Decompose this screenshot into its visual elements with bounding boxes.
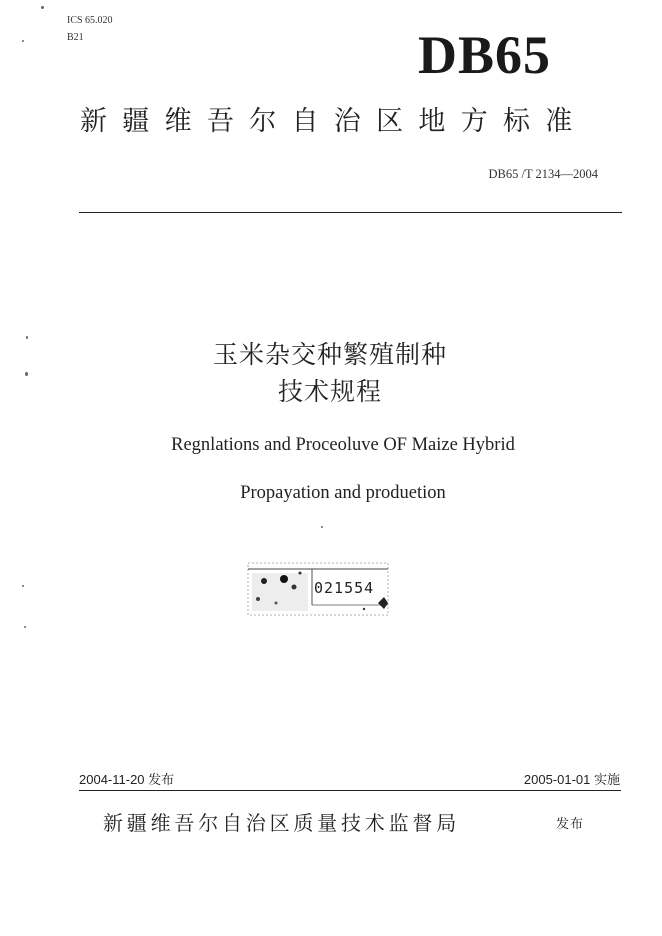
document-title-zh-line1: 玉米杂交种繁殖制种: [212, 340, 447, 369]
scan-speck: [22, 40, 24, 42]
scan-speck: [321, 526, 323, 528]
classification-code: B21: [67, 32, 84, 43]
publisher-suffix: 发布: [556, 817, 585, 832]
ics-code: ICS 65.020: [67, 15, 113, 26]
scan-speck: [25, 372, 28, 376]
scan-speck: [22, 585, 24, 587]
scan-speck: [41, 6, 44, 9]
standard-logo: DB65: [418, 25, 552, 85]
issue-date: 2004-11-20 发布: [79, 772, 175, 787]
publisher-name: 新疆维吾尔自治区质量技术监督局: [103, 811, 460, 835]
scan-speck: [26, 336, 28, 339]
implementation-date: 2005-01-01 实施: [523, 772, 620, 787]
standard-category-title: 新疆维吾尔自治区地方标准: [80, 106, 588, 137]
footer-divider: [79, 790, 621, 791]
header-divider: [79, 212, 622, 213]
document-title-en-line2: Propayation and produetion: [240, 483, 446, 503]
document-title-en-line1: Regnlations and Proceoluve OF Maize Hybrid: [171, 435, 515, 455]
stamp-serial-number: 021554: [314, 579, 375, 597]
scan-speck: [24, 626, 26, 628]
document-title-zh-line2: 技术规程: [277, 377, 382, 406]
standard-number: DB65 /T 2134—2004: [488, 167, 598, 181]
